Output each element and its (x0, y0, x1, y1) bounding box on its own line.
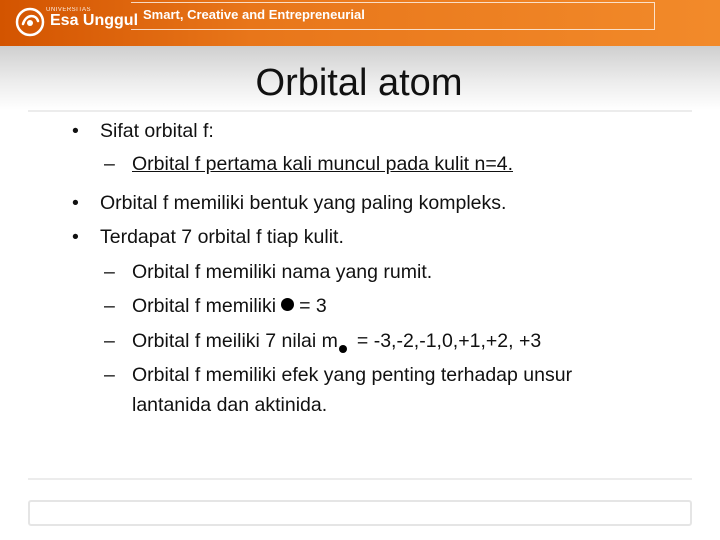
sub-item-3-text-before: Orbital f memiliki (132, 295, 277, 317)
university-logo (14, 4, 139, 40)
divider-line (28, 110, 692, 112)
sub-item-4-text-after: = -3,-2,-1,0,+1,+2, +3 (356, 330, 542, 352)
bullet-item-1: Sifat orbital f: (100, 120, 214, 142)
sub-item-4-text-before: Orbital f meiliki 7 nilai m (132, 330, 338, 352)
dash-marker: – (104, 364, 115, 386)
bullet-item-2: Orbital f memiliki bentuk yang paling kompleks. (100, 192, 507, 214)
logo-small-text: UNIVERSITAS (46, 7, 92, 13)
footer-frame (28, 500, 692, 526)
dash-marker: – (104, 295, 115, 317)
dash-marker: – (104, 261, 115, 283)
sub-item-5: Orbital f memiliki efek yang penting terhadap unsur (132, 364, 573, 386)
sub-item-3 (132, 295, 327, 318)
bullet-marker: • (72, 226, 79, 248)
ell-subscript-icon (339, 345, 347, 353)
bullet-marker: • (72, 192, 79, 214)
header-band (0, 0, 720, 46)
bullet-marker: • (72, 120, 79, 142)
footer-divider (28, 478, 692, 480)
dash-marker: – (104, 153, 115, 175)
logo-text: Esa Unggul (50, 12, 139, 29)
logo-swirl-icon (14, 6, 46, 38)
dash-marker: – (104, 330, 115, 352)
sub-item-3-text-after: = 3 (299, 295, 327, 317)
sub-item-1: Orbital f pertama kali muncul pada kulit n=4. (132, 153, 513, 175)
bullet-item-3: Terdapat 7 orbital f tiap kulit. (100, 226, 344, 248)
sub-item-2: Orbital f memiliki nama yang rumit. (132, 261, 433, 283)
ell-symbol-icon (281, 298, 294, 311)
sub-item-5-continuation: lantanida dan aktinida. (132, 394, 328, 416)
tagline: Smart, Creative and Entrepreneurial (143, 7, 365, 22)
sub-item-4 (132, 330, 541, 353)
slide-title: Orbital atom (255, 62, 463, 104)
